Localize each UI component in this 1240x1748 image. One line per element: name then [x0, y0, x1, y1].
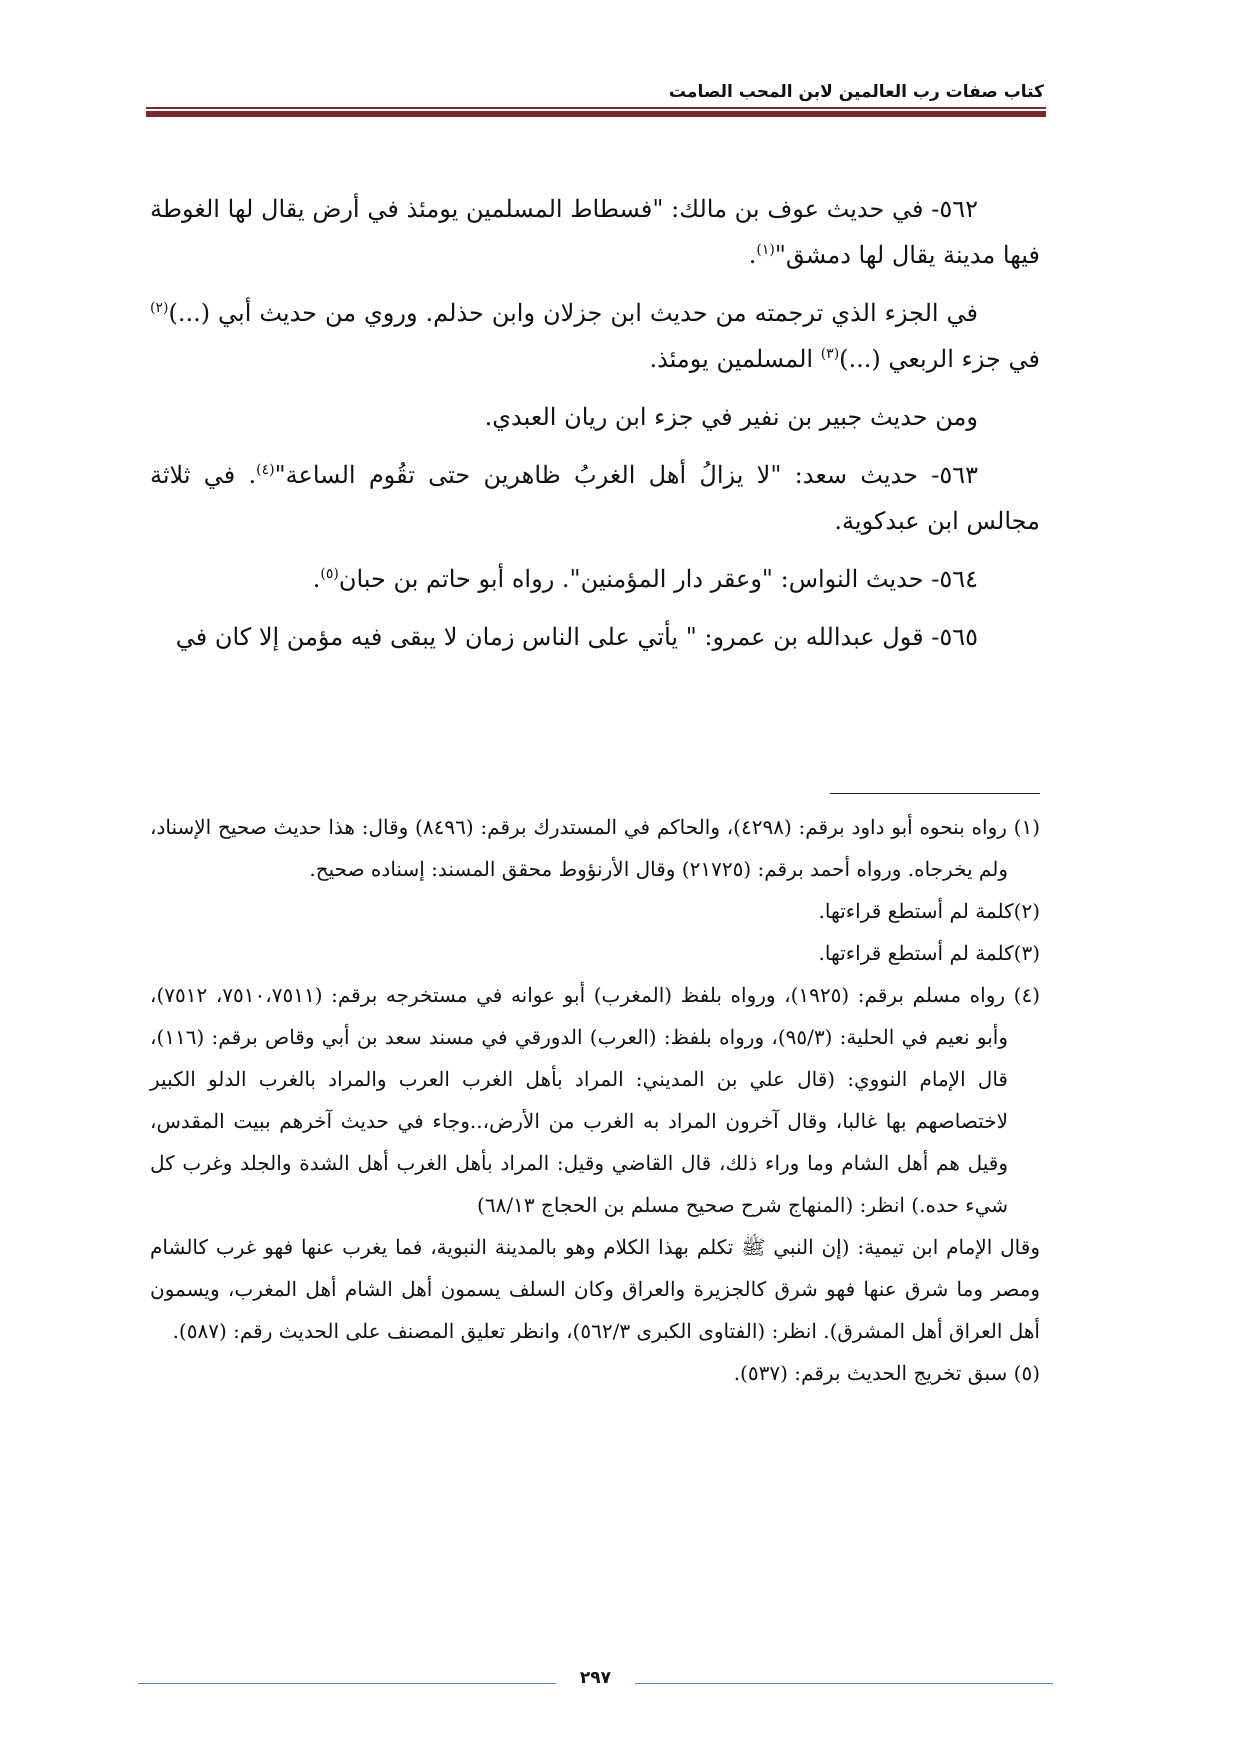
running-header-title: كتاب صفات رب العالمين لابن المحب الصامت [668, 82, 1044, 102]
footer-rule-left [138, 1683, 556, 1684]
footnote-2: (٢)كلمة لم أستطع قراءتها. [818, 899, 1040, 923]
footnote-5: (٥) سبق تخريج الحديث برقم: (٥٣٧). [733, 1361, 1040, 1385]
footnote-4-continuation: وقال الإمام ابن تيمية: (إن النبي ﷺ تكلم بهذا الكلام وهو بالمدينة النبوية، فما يغرب عنها فهو غرب كالشام ومصر وما شرق عنها فهو شرق كالجزيرة والعراق وكان السلف يسمون أهل الشام أهل المغرب، ويسمون أهل العراق أهل المشرق). انظر: (الفتاوى الكبرى ٥٦٢/٣)، وانظر تعليق المصنف على الحديث رقم: (٥٨٧). [150, 1235, 1040, 1343]
header-rule-thin [146, 107, 1046, 109]
footnote-ref-4: (٤) [256, 462, 275, 478]
footnote-1: (١) رواه بنحوه أبو داود برقم: (٤٢٩٨)، والحاكم في المستدرك برقم: (٨٤٩٦) وقال: هذا حديث صحيح الإسناد، ولم يخرجاه. ورواه أحمد برقم: (٢١٧٢٥) وقال الأرنؤوط محقق المسند: إسناده صحيح. [150, 815, 1040, 881]
header-rule-thick [146, 111, 1046, 117]
footnotes-section [150, 806, 1040, 1394]
footnote-ref-3: (٣) [820, 346, 840, 362]
footnote-ref-5: (٥) [320, 566, 339, 582]
footnote-4: (٤) رواه مسلم برقم: (١٩٢٥)، ورواه بلفظ (المغرب) أبو عوانه في مستخرجه برقم: (٧٥١٠،٧٥١١، ٧٥١٢)، وأبو نعيم في الحلية: (٩٥/٣)، ورواه بلفظ: (العرب) الدورقي في مسند سعد بن أبي وقاص برقم: (١١٦)، قال الإمام النووي: (قال علي بن المديني: المراد بأهل الغرب العرب والمراد بالغرب الدلو الكبير لاختصاصهم بها غالبا، وقال آخرون المراد به الغرب من الأرض،..وجاء في حديث آخرهم ببيت المقدس، وقيل هم أهل الشام وما وراء ذلك، قال القاضي وقيل: المراد بأهل الغرب أهل الشدة والجلد وغرب كل شيء حده.) انظر: (المنهاج شرح صحيح مسلم بن الحجاج ٦٨/١٣) [150, 983, 1041, 1217]
footnote-separator [830, 793, 1040, 794]
paragraph-jubayr: ومن حديث جبير بن نفير في جزء ابن ريان العبدي. [484, 403, 978, 431]
paragraph-565: ٥٦٥- قول عبدالله بن عمرو: " يأتي على الناس زمان لا يبقى فيه مؤمن إلا كان في [175, 623, 978, 651]
footnote-3: (٣)كلمة لم أستطع قراءتها. [818, 941, 1040, 965]
page-number: ٢٩٧ [579, 1668, 612, 1688]
main-text-body [150, 186, 1040, 672]
paragraph-563: ٥٦٣- حديث سعد: "لا يزالُ أهل الغربُ ظاهرين حتى تقُوم الساعة"$^{(٤)}$. في ثلاثة مجالس ابن عبدكوية. [150, 461, 1040, 535]
paragraph-562: ٥٦٢- في حديث عوف بن مالك: "فسطاط المسلمين يومئذ في أرض يقال لها الغوطة فيها مدينة يقال لها دمشق"$^{(١)}$. [150, 195, 1040, 269]
paragraph-562-note: في الجزء الذي ترجمته من حديث ابن جزلان وابن حذلم. وروي من حديث أبي (...)$^{(٢)}$ في جزء الربعي (...)$^{(٣)}$ المسلمين يومئذ. [150, 299, 1040, 373]
paragraph-564: ٥٦٤- حديث النواس: "وعقر دار المؤمنين". رواه أبو حاتم بن حبان$^{(٥)}$. [312, 565, 978, 593]
footnote-ref-2: (٢) [150, 300, 169, 316]
footnote-ref-1: (١) [756, 242, 775, 258]
footer-rule-right [635, 1683, 1053, 1684]
